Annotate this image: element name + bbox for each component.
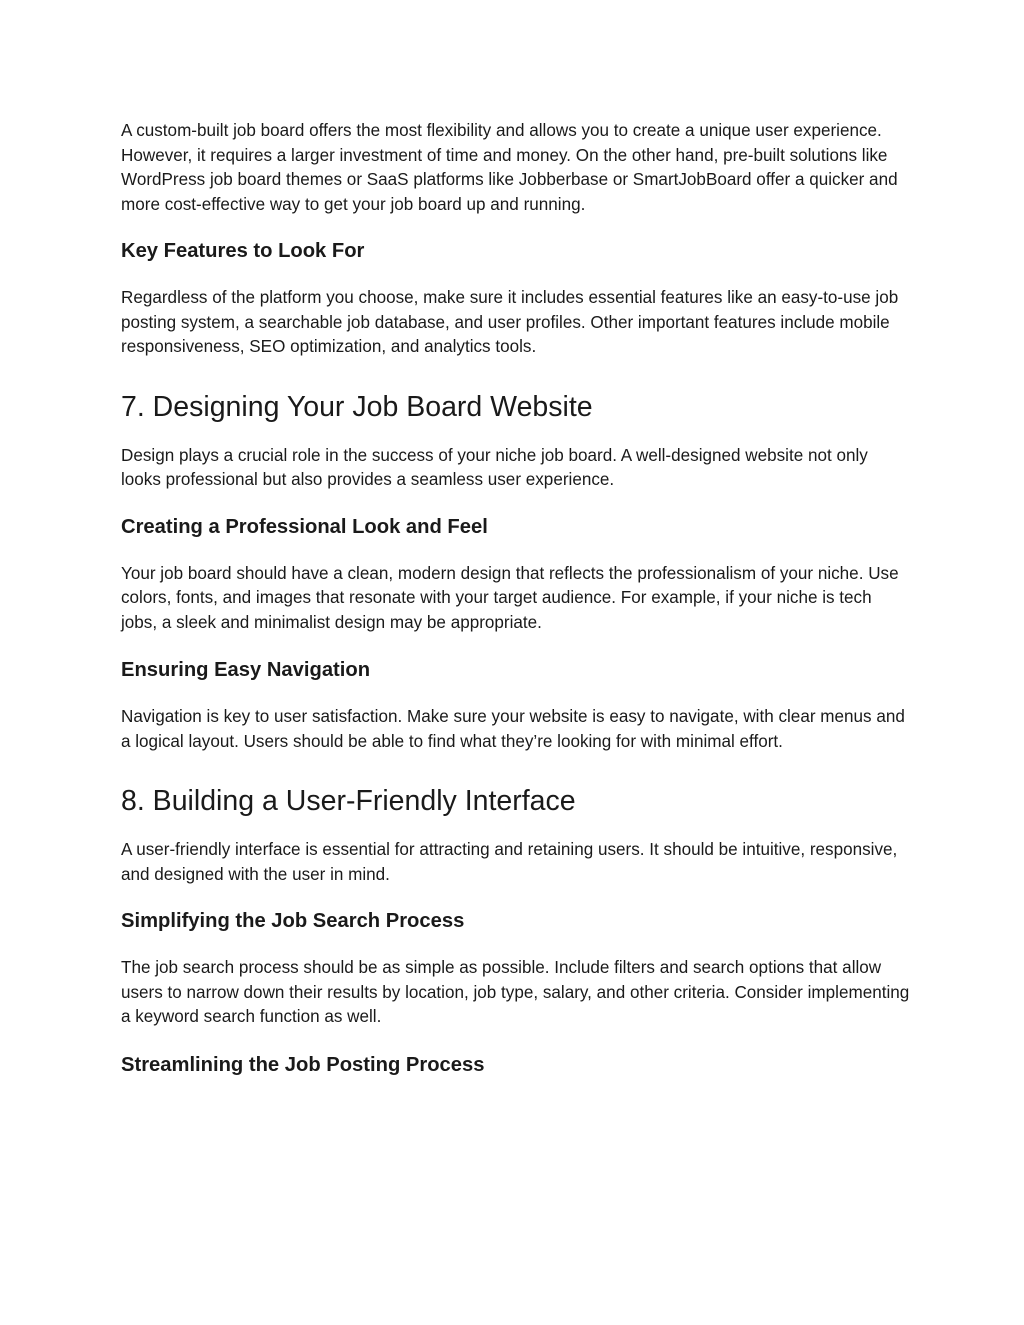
heading-section-7: 7. Designing Your Job Board Website	[121, 390, 593, 423]
key-features-paragraph: Regardless of the platform you choose, make sure it includes essential features like an easy-to-use job posting system, a searchable job database, and user profiles. Other important features include mobile responsiveness, SEO optimization, and analytics tools.	[121, 288, 899, 356]
intro-paragraph: A custom-built job board offers the most flexibility and allows you to create a unique user experience. However, it requires a larger investment of time and money. On the other hand, pre-built solutions like WordPress job board themes or SaaS platforms like Jobberbase or SmartJobBoard offer a quicker and more cost-effective way to get your job board up and running.	[121, 121, 898, 214]
professional-look-paragraph: Your job board should have a clean, modern design that reflects the professionalism of your niche. Use colors, fonts, and images that resonate with your target audience. For example, if your niche is tech jobs, a sleek and minimalist design may be appropriate.	[121, 563, 899, 632]
document-page	[121, 112, 911, 1077]
heading-job-search: Simplifying the Job Search Process	[121, 910, 465, 932]
heading-easy-navigation: Ensuring Easy Navigation	[121, 659, 371, 681]
heading-key-features: Key Features to Look For	[121, 240, 365, 262]
easy-navigation-paragraph: Navigation is key to user satisfaction. Make sure your website is easy to navigate, with clear menus and a logical layout. Users should be able to find what they’re looking for with minimal effort.	[121, 707, 905, 751]
heading-section-8: 8. Building a User-Friendly Interface	[121, 785, 576, 817]
section-8-intro-paragraph: A user-friendly interface is essential for attracting and retaining users. It should be intuitive, responsive, and designed with the user in mind.	[121, 840, 898, 884]
heading-professional-look: Creating a Professional Look and Feel	[121, 515, 488, 538]
heading-job-posting: Streamlining the Job Posting Process	[121, 1053, 485, 1076]
job-search-paragraph: The job search process should be as simple as possible. Include filters and search options that allow users to narrow down their results by location, job type, salary, and other criteria. Consider implementing a keyword search function as well.	[121, 958, 910, 1026]
section-7-intro-paragraph: Design plays a crucial role in the success of your niche job board. A well-designed website not only looks professional but also provides a seamless user experience.	[121, 445, 868, 489]
